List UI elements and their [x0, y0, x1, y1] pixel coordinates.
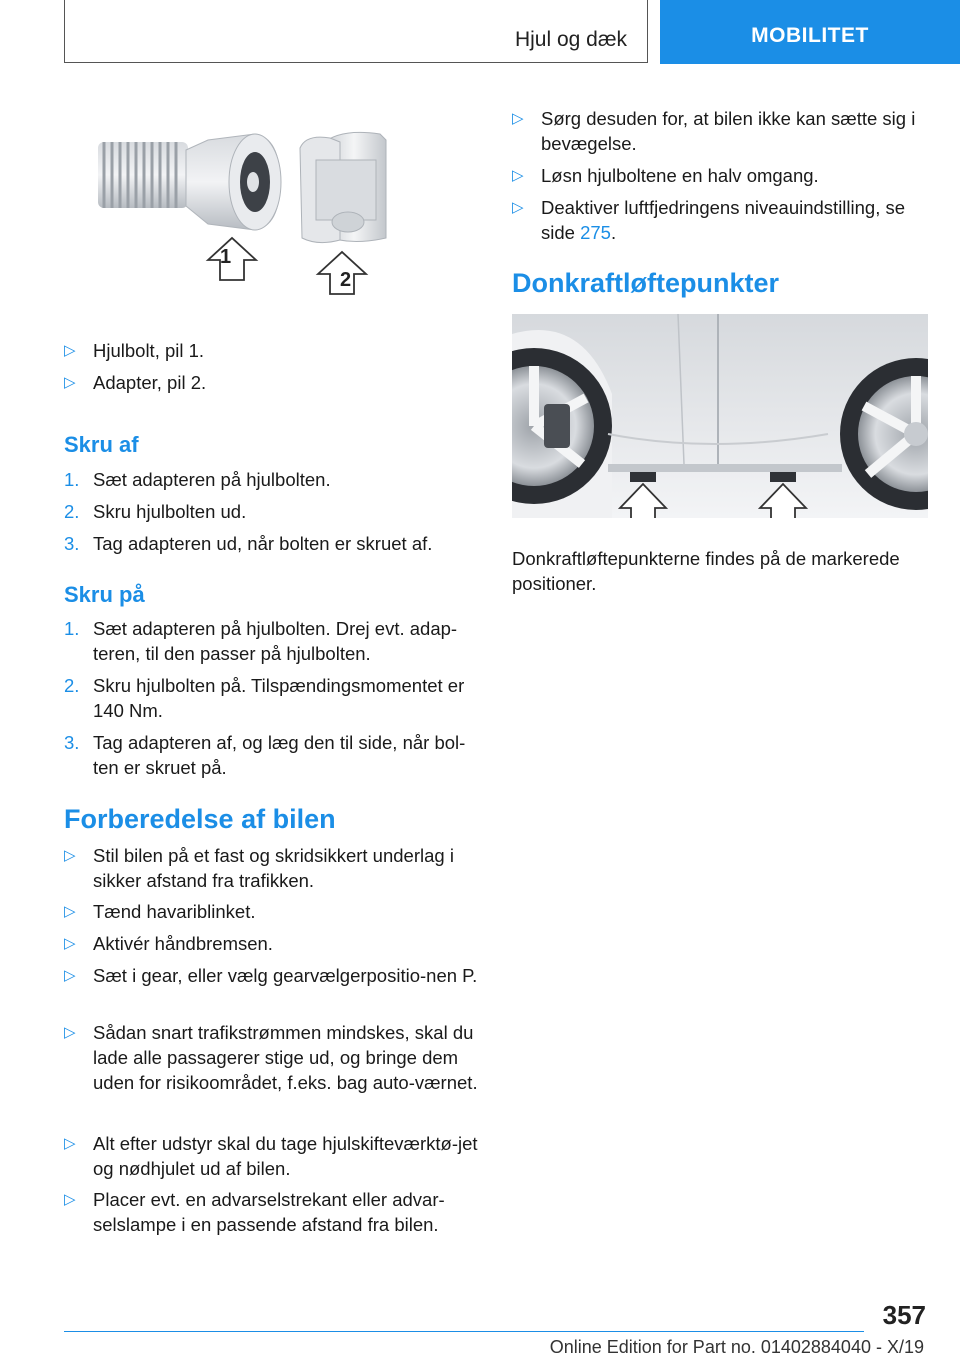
jack-points-illustration [512, 314, 928, 518]
figure-caption: Donkraftløftepunkterne findes på de markerede positioner. [512, 548, 900, 594]
step-item: 3. Tag adapteren af, og læg den til side, når bol-ten er skruet på. [64, 732, 466, 778]
step-item: 1. Sæt adapteren på hjulbolten. Drej evt. adap-teren, til den passer på hjulbolten. [64, 618, 458, 664]
step-item: 2. Skru hjulbolten på. Tilspændingsmomentet er 140 Nm. [64, 675, 465, 721]
arrow-1-label: 1 [220, 246, 232, 268]
triangle-bullet-icon: ▷ [64, 1191, 76, 1208]
list-item: ▷ Hjulbolt, pil 1. [64, 340, 205, 361]
edition-footer: Online Edition for Part no. 01402884040 - X/19 [549, 1337, 924, 1357]
list-item: ▷ Aktivér håndbremsen. [64, 933, 273, 954]
page-reference-link[interactable]: 275 [580, 222, 611, 243]
list-item: ▷ Løsn hjulboltene en halv omgang. [512, 165, 819, 186]
wheel-bolt-adapter-illustration [90, 120, 390, 310]
list-item: ▷ Sæt i gear, eller vælg gearvælgerpositio-nen P. [64, 965, 478, 986]
page-number: 357 [882, 1300, 926, 1330]
list-item: ▷ Adapter, pil 2. [64, 372, 207, 393]
triangle-bullet-icon: ▷ [64, 342, 76, 359]
section-title: Hjul og dæk [514, 28, 627, 51]
list-item: ▷ Tænd havariblinket. [64, 901, 256, 922]
footer-divider [64, 1331, 864, 1332]
triangle-bullet-icon: ▷ [64, 903, 76, 920]
triangle-bullet-icon: ▷ [64, 967, 76, 984]
step-item: 1. Sæt adapteren på hjulbolten. [64, 469, 331, 490]
triangle-bullet-icon: ▷ [64, 1135, 76, 1152]
arrow-2-label: 2 [340, 269, 352, 291]
list-item: ▷ Sådan snart trafikstrømmen mindskes, skal du lade alle passagerer stige ud, og bringe dem uden for risikoområdet, f.eks. bag auto-værnet. [64, 1022, 478, 1093]
triangle-bullet-icon: ▷ [64, 847, 76, 864]
list-item: ▷ Deaktiver luftfjedringens niveauindstilling, se side 275. [512, 197, 906, 243]
step-item: 3. Tag adapteren ud, når bolten er skruet af. [64, 533, 433, 554]
list-item: ▷ Alt efter udstyr skal du tage hjulskifteværktø-jet og nødhjulet ud af bilen. [64, 1133, 478, 1179]
heading-skru-af: Skru af [64, 432, 139, 457]
triangle-bullet-icon: ▷ [512, 110, 524, 127]
triangle-bullet-icon: ▷ [64, 1024, 76, 1041]
triangle-bullet-icon: ▷ [64, 374, 76, 391]
heading-forberedelse: Forberedelse af bilen [64, 804, 336, 834]
step-item: 2. Skru hjulbolten ud. [64, 501, 247, 522]
header-bar [64, 0, 648, 63]
list-item: ▷ Placer evt. en advarselstrekant eller advar-selslampe i en passende afstand fra bilen. [64, 1189, 445, 1235]
heading-skru-paa: Skru på [64, 582, 145, 607]
triangle-bullet-icon: ▷ [512, 199, 524, 216]
list-item: ▷ Stil bilen på et fast og skridsikkert underlag i sikker afstand fra trafikken. [64, 845, 454, 891]
triangle-bullet-icon: ▷ [64, 935, 76, 952]
heading-donkraft: Donkraftløftepunkter [512, 268, 780, 298]
list-item: ▷ Sørg desuden for, at bilen ikke kan sætte sig i bevægelse. [512, 108, 916, 154]
triangle-bullet-icon: ▷ [512, 167, 524, 184]
chapter-tab[interactable]: MOBILITET [660, 0, 960, 64]
